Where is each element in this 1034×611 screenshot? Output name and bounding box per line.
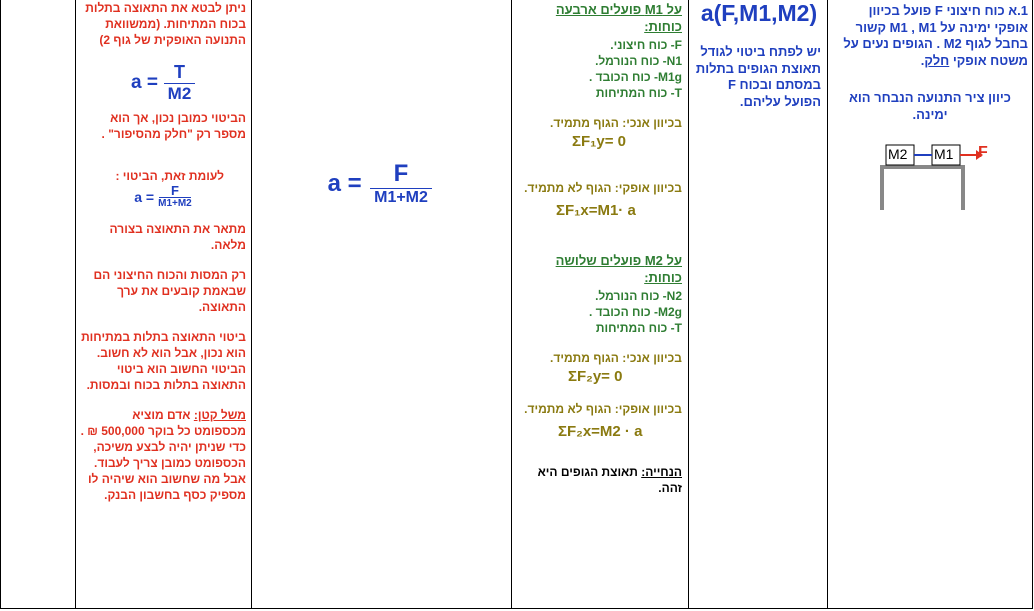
main-eq-lhs: a = <box>327 169 362 197</box>
eq1-fraction <box>164 62 195 104</box>
goal-formula: a(F,M1,M2) <box>700 0 818 26</box>
column-4 <box>251 0 512 609</box>
eq2-denominator: M1+M2 <box>158 198 192 209</box>
m2-forces-header: על M2 פועלים שלושה כוחות: <box>555 253 682 285</box>
discussion-p2: הביטוי כמובן נכון, אך הוא מספר רק "חלק מהסיפור" . <box>101 111 246 141</box>
setup-diagram <box>872 140 992 212</box>
main-eq-denominator: M1+M2 <box>374 189 428 206</box>
m2-force-item: T- כוח המתיחות <box>595 321 682 335</box>
m1-forces-list <box>516 37 682 101</box>
parable-text: אדם מוציא מכספומט כל בוקר 500,000 ₪ . כדי שניתן יהיה לבצע משיכה, הכספומט כמובן צריך לעבוד. אבל מה שחשוב הוא שיהיה לו מספיק כסף בחשבון הבנק. <box>80 408 246 502</box>
parable-label: משל קטן: <box>193 408 246 422</box>
m2-vertical-eq: ΣF₂y= 0 <box>568 368 623 385</box>
box-m2-label: M2 <box>888 146 908 162</box>
discussion-p3: לעומת זאת, הביטוי : <box>115 169 224 183</box>
eq2-lhs: a = <box>134 188 155 205</box>
m1-horizontal-eq: ΣF₁x=M1· a <box>556 202 636 219</box>
eq1-denominator: M2 <box>167 84 192 103</box>
m1-force-item: F- כוח חיצוני. <box>610 38 682 52</box>
problem-statement: 1.א כוח חיצוני F פועל בכיוון אופקי ימינה על M1 , M1 קשור בחבל לגוף M2 . הגופים נעים על משטח אופקי חלק. <box>843 3 1028 68</box>
discussion-p1: ניתן לבטא את התאוצה בתלות בכוח המתיחות. (ממשוואת התנועה האופקית של גוף 2) <box>85 1 246 47</box>
discussion-p7 <box>80 407 246 503</box>
eq2-fraction <box>158 184 192 209</box>
column-empty <box>0 0 76 609</box>
forces-analysis <box>516 2 682 496</box>
main-result-equation <box>255 160 505 207</box>
goal-description: יש לפתח ביטוי לגודל תאוצת הגופים בתלות במסתם ובכוח F הפועל עליהם. <box>695 44 821 109</box>
m2-forces-list <box>516 288 682 336</box>
m2-force-item: M2g- כוח הכובד . <box>588 305 682 319</box>
axis-instruction: כיוון ציר התנועה הנבחר הוא ימינה. <box>848 90 1011 122</box>
m2-force-item: N2- כוח הנורמל. <box>595 289 682 303</box>
m1-vertical-eq: ΣF₁y= 0 <box>572 133 626 150</box>
eq2-numerator: F <box>159 184 191 198</box>
discussion-p6: ביטוי התאוצה בתלות במתיחות הוא נכון, אבל הוא לא חשוב. הביטוי החשוב הוא ביטוי התאוצה בתלות בכוח ובמסות. <box>81 330 246 392</box>
discussion-p4: מתאר את התאוצה בצורה מלאה. <box>109 222 246 252</box>
main-eq-numerator: F <box>370 160 433 189</box>
force-equation-small <box>80 184 246 209</box>
problem-underlined: חלק <box>924 52 950 68</box>
m2-horizontal-text: בכיוון אופקי: הגוף לא מתמיד. <box>524 402 682 416</box>
table-bottom-border <box>0 608 1033 609</box>
m1-force-item: N1- כוח הנורמל. <box>595 54 682 68</box>
m1-vertical-text: בכיוון אנכי: הגוף מתמיד. <box>550 116 682 130</box>
tension-equation <box>80 62 246 104</box>
discussion-p5: רק המסות והכוח החיצוני הם שבאמת קובעים את ערך התאוצה. <box>93 268 246 314</box>
m1-horizontal-text: בכיוון אופקי: הגוף לא מתמיד. <box>524 181 682 195</box>
m2-vertical-text: בכיוון אנכי: הגוף מתמיד. <box>550 351 682 365</box>
eq1-lhs: a = <box>131 72 158 93</box>
m1-forces-header: על M1 פועלים ארבעה כוחות: <box>555 2 682 34</box>
m1-force-item: M1g- כוח הכובד . <box>588 70 682 84</box>
m2-horizontal-eq: ΣF₂x=M2 · a <box>558 423 643 440</box>
assumption-text: תאוצת הגופים היא זהה. <box>537 465 682 495</box>
problem-text: 1.א כוח חיצוני F פועל בכיוון אופקי ימינה על M1 , M1 קשור בחבל לגוף M2 . הגופים נעים על משטח אופקי <box>843 3 1028 68</box>
m1-force-item: T- כוח המתיחות <box>595 86 682 100</box>
force-f-label: F <box>978 144 988 161</box>
assumption-note <box>516 464 682 496</box>
main-eq-fraction <box>370 160 433 207</box>
box-m1-label: M1 <box>934 146 954 162</box>
discussion <box>80 0 246 503</box>
eq1-numerator: T <box>164 62 195 84</box>
assumption-label: הנחייה: <box>641 465 682 479</box>
